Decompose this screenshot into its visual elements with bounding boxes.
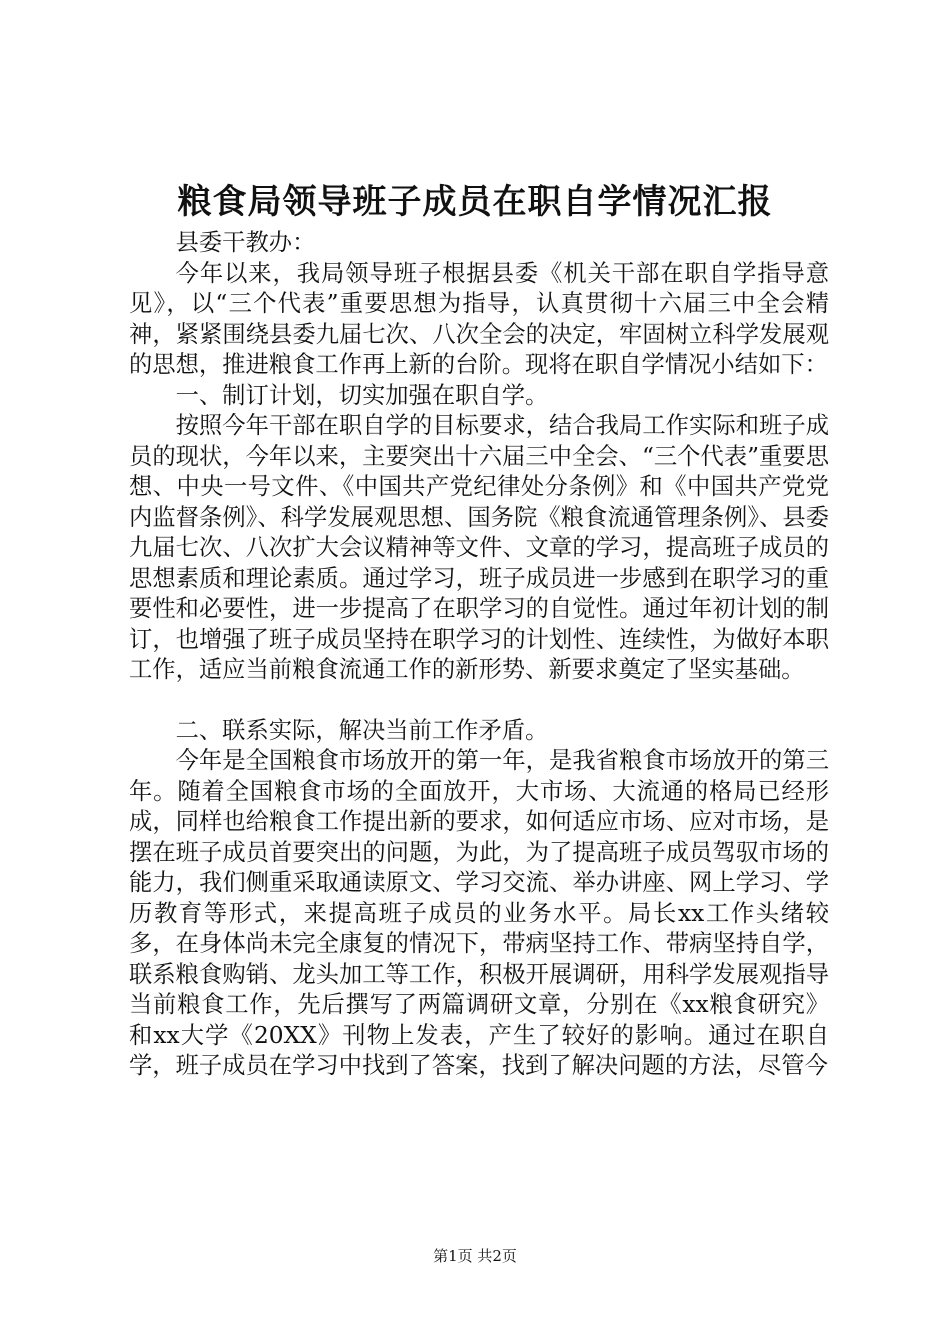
section-heading-2: 二、联系实际，解决当前工作矛盾。 [175, 716, 549, 744]
document-body [129, 228, 829, 1082]
paragraph-section-2: 今年是全国粮食市场放开的第一年，是我省粮食市场放开的第三年。随着全国粮食市场的全面放开，大市场、大流通的格局已经形成，同样也给粮食工作提出新的要求，如何适应市场、应对市场，是摆在班子成员首要突出的问题，为此，为了提高班子成员驾驭市场的能力，我们侧重采取通读原文、学习交流、举办讲座、网上学习、学历教育等形式，来提高班子成员的业务水平。局长xx工作头绪较多，在身体尚未完全康复的情况下，带病坚持工作、带病坚持自学，联系粮食购销、龙头加工等工作，积极开展调研，用科学发展观指导当前粮食工作，先后撰写了两篇调研文章，分别在《xx粮食研究》和xx大学《20XX》刊物上发表，产生了较好的影响。通过在职自学，班子成员在学习中找到了答案，找到了解决问题的方法，尽管今 [129, 747, 829, 1079]
section-heading-1: 一、制订计划，切实加强在职自学。 [175, 381, 549, 409]
paragraph-section-1: 按照今年干部在职自学的目标要求，结合我局工作实际和班子成员的现状，今年以来，主要突出十六届三中全会、“三个代表”重要思想、中央一号文件、《中国共产党纪律处分条例》和《中国共产党党内监督条例》、科学发展观思想、国务院《粮食流通管理条例》、县委九届七次、八次扩大会议精神等文件、文章的学习，提高班子成员的思想素质和理论素质。通过学习，班子成员进一步感到在职学习的重要性和必要性，进一步提高了在职学习的自觉性。通过年初计划的制订，也增强了班子成员坚持在职学习的计划性、连续性，为做好本职工作，适应当前粮食流通工作的新形势、新要求奠定了坚实基础。 [129, 412, 829, 683]
page-footer: 第1页 共2页 [433, 1247, 517, 1265]
paragraph-intro: 今年以来，我局领导班子根据县委《机关干部在职自学指导意见》，以“三个代表”重要思想为指导，认真贯彻十六届三中全会精神，紧紧围绕县委九届七次、八次全会的决定，牢固树立科学发展观的思想，推进粮食工作再上新的台阶。现将在职自学情况小结如下： [129, 259, 829, 378]
document-title: 粮食局领导班子成员在职自学情况汇报 [177, 182, 773, 222]
salutation: 县委干教办： [175, 229, 316, 256]
